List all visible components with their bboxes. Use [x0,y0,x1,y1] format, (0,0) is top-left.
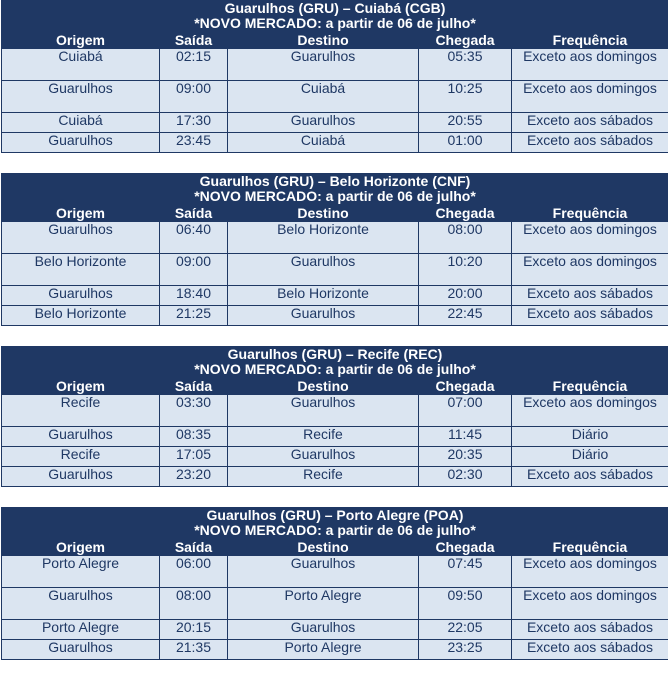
cell-arrival: 20:35 [419,447,512,467]
column-header-arrival: Chegada [419,378,512,395]
cell-arrival: 22:05 [419,620,512,640]
route-title: Guarulhos (GRU) – Cuiabá (CGB) [224,0,446,16]
cell-origin: Porto Alegre [2,556,160,588]
cell-origin: Belo Horizonte [2,306,160,326]
cell-origin: Guarulhos [2,427,160,447]
cell-arrival: 11:45 [419,427,512,447]
cell-frequency: Exceto aos sábados [512,286,668,306]
column-header-origin: Origem [2,205,160,222]
cell-frequency: Exceto aos domingos [512,254,668,286]
cell-arrival: 07:45 [419,556,512,588]
cell-origin: Porto Alegre [2,620,160,640]
table-row [2,556,668,588]
cell-arrival: 05:35 [419,49,512,81]
cell-destination: Guarulhos [228,447,419,467]
cell-frequency: Diário [512,427,668,447]
cell-destination: Guarulhos [228,620,419,640]
cell-destination: Recife [228,427,419,447]
column-header-frequency: Frequência [512,32,668,49]
cell-arrival: 09:50 [419,588,512,620]
route-schedule-table [1,173,668,326]
cell-departure: 03:30 [160,395,228,427]
column-header-origin: Origem [2,32,160,49]
route-title: Guarulhos (GRU) – Recife (REC) [227,346,443,362]
cell-destination: Belo Horizonte [228,222,419,254]
route-subtitle: *NOVO MERCADO: a partir de 06 de julho* [194,15,476,31]
route-title-cell [2,174,668,205]
cell-frequency: Exceto aos sábados [512,640,668,660]
table-row [2,620,668,640]
cell-arrival: 20:55 [419,113,512,133]
cell-arrival: 01:00 [419,133,512,153]
column-header-origin: Origem [2,378,160,395]
cell-departure: 17:30 [160,113,228,133]
cell-departure: 21:35 [160,640,228,660]
column-header-destination: Destino [228,378,419,395]
route-schedule-table [1,0,668,153]
column-header-destination: Destino [228,205,419,222]
cell-destination: Guarulhos [228,556,419,588]
cell-destination: Belo Horizonte [228,286,419,306]
cell-destination: Guarulhos [228,254,419,286]
table-spacer [0,153,668,173]
cell-origin: Guarulhos [2,133,160,153]
route-title-cell [2,1,668,32]
cell-departure: 17:05 [160,447,228,467]
column-header-destination: Destino [228,32,419,49]
cell-arrival: 20:00 [419,286,512,306]
table-row [2,306,668,326]
cell-origin: Guarulhos [2,286,160,306]
column-header-frequency: Frequência [512,539,668,556]
cell-departure: 23:20 [160,467,228,487]
route-schedule-table [1,507,668,660]
cell-destination: Cuiabá [228,81,419,113]
table-row [2,49,668,81]
cell-destination: Recife [228,467,419,487]
cell-destination: Guarulhos [228,49,419,81]
table-row [2,254,668,286]
table-row [2,588,668,620]
cell-origin: Guarulhos [2,222,160,254]
table-row [2,286,668,306]
column-header-departure: Saída [160,378,228,395]
cell-arrival: 02:30 [419,467,512,487]
route-title-cell [2,347,668,378]
table-row [2,395,668,427]
cell-frequency: Exceto aos domingos [512,222,668,254]
cell-departure: 09:00 [160,254,228,286]
cell-departure: 21:25 [160,306,228,326]
table-row [2,113,668,133]
cell-frequency: Exceto aos sábados [512,620,668,640]
cell-arrival: 23:25 [419,640,512,660]
table-spacer [0,487,668,507]
cell-frequency: Diário [512,447,668,467]
route-title: Guarulhos (GRU) – Porto Alegre (POA) [206,507,464,523]
column-header-arrival: Chegada [419,205,512,222]
cell-departure: 08:35 [160,427,228,447]
table-row [2,222,668,254]
cell-frequency: Exceto aos sábados [512,306,668,326]
cell-frequency: Exceto aos domingos [512,81,668,113]
cell-arrival: 10:20 [419,254,512,286]
cell-arrival: 10:25 [419,81,512,113]
route-subtitle: *NOVO MERCADO: a partir de 06 de julho* [194,522,476,538]
cell-origin: Cuiabá [2,113,160,133]
column-header-arrival: Chegada [419,32,512,49]
column-header-departure: Saída [160,205,228,222]
cell-departure: 20:15 [160,620,228,640]
table-row [2,133,668,153]
table-row [2,467,668,487]
column-header-departure: Saída [160,32,228,49]
cell-frequency: Exceto aos domingos [512,395,668,427]
cell-frequency: Exceto aos domingos [512,556,668,588]
table-row [2,81,668,113]
cell-arrival: 22:45 [419,306,512,326]
cell-frequency: Exceto aos sábados [512,113,668,133]
cell-destination: Porto Alegre [228,588,419,620]
column-header-arrival: Chegada [419,539,512,556]
cell-origin: Cuiabá [2,49,160,81]
table-row [2,447,668,467]
cell-departure: 08:00 [160,588,228,620]
cell-departure: 06:00 [160,556,228,588]
cell-destination: Porto Alegre [228,640,419,660]
cell-origin: Recife [2,447,160,467]
route-title-cell [2,508,668,539]
cell-origin: Guarulhos [2,640,160,660]
cell-destination: Guarulhos [228,306,419,326]
route-schedule-table [1,346,668,487]
cell-arrival: 07:00 [419,395,512,427]
cell-arrival: 08:00 [419,222,512,254]
cell-departure: 18:40 [160,286,228,306]
table-row [2,427,668,447]
cell-frequency: Exceto aos domingos [512,49,668,81]
table-row [2,640,668,660]
cell-departure: 09:00 [160,81,228,113]
cell-origin: Recife [2,395,160,427]
column-header-frequency: Frequência [512,378,668,395]
cell-destination: Cuiabá [228,133,419,153]
column-header-origin: Origem [2,539,160,556]
cell-frequency: Exceto aos domingos [512,588,668,620]
cell-frequency: Exceto aos sábados [512,133,668,153]
column-header-destination: Destino [228,539,419,556]
column-header-departure: Saída [160,539,228,556]
table-spacer [0,326,668,346]
cell-origin: Belo Horizonte [2,254,160,286]
cell-origin: Guarulhos [2,467,160,487]
cell-departure: 02:15 [160,49,228,81]
column-header-frequency: Frequência [512,205,668,222]
route-subtitle: *NOVO MERCADO: a partir de 06 de julho* [194,361,476,377]
cell-origin: Guarulhos [2,588,160,620]
route-title: Guarulhos (GRU) – Belo Horizonte (CNF) [199,173,471,189]
cell-origin: Guarulhos [2,81,160,113]
cell-destination: Guarulhos [228,395,419,427]
cell-departure: 23:45 [160,133,228,153]
cell-frequency: Exceto aos sábados [512,467,668,487]
cell-destination: Guarulhos [228,113,419,133]
cell-departure: 06:40 [160,222,228,254]
route-subtitle: *NOVO MERCADO: a partir de 06 de julho* [194,188,476,204]
